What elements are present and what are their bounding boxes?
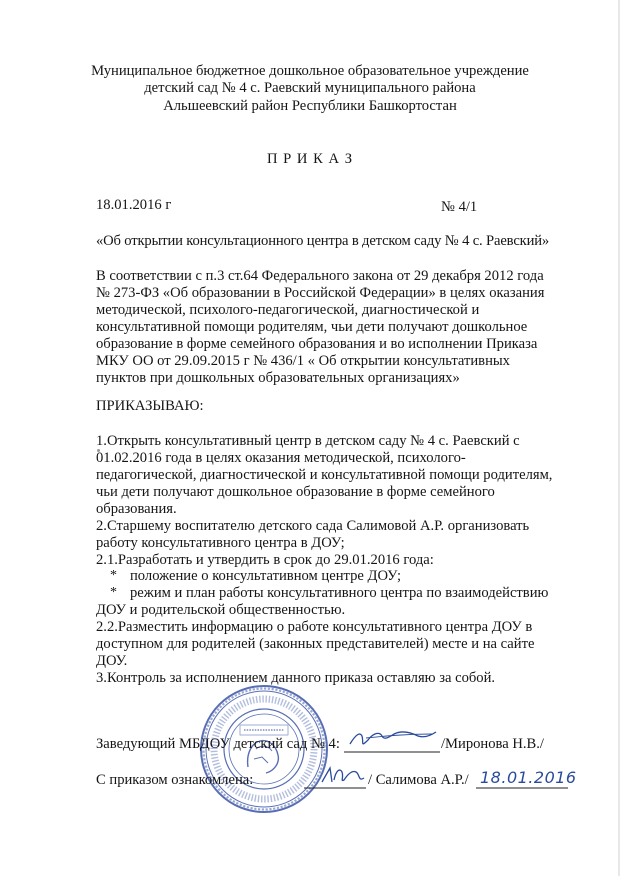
preamble-line: пунктов при дошкольных образовательных организациях»: [96, 370, 460, 386]
preamble-line: МКУ ОО от 29.09.2015 г № 436/1 « Об открытии консультативных: [96, 353, 510, 369]
acknowledgement-label: С приказом ознакомлена:: [96, 772, 254, 788]
bullet-item-2-continuation: ДОУ и родительской общественностью.: [96, 602, 346, 618]
item-1-line: 01.02.2016 года в целях оказания методической, психолого-: [96, 450, 466, 466]
item-2-line: 2.Старшему воспитателю детского сада Салимовой А.Р. организовать: [96, 518, 530, 534]
bullet-marker: *: [110, 568, 117, 583]
ack-handwritten-date: 18.01.2016: [480, 768, 577, 787]
org-name-line-2: детский сад № 4 с. Раевский муниципального района: [144, 80, 476, 96]
preamble-line: В соответствии с п.3 ст.64 Федерального закона от 29 декабря 2012 года: [96, 268, 544, 284]
bullet-marker: *: [110, 585, 117, 600]
ack-handwritten-signature: [318, 760, 370, 788]
org-name-line-3: Альшеевский район Республики Башкортостан: [163, 98, 457, 114]
document-date: 18.01.2016 г: [96, 197, 172, 213]
item-2-2-line: доступном для родителей (законных представителей) месте и на сайте: [96, 636, 535, 652]
document-number: № 4/1: [441, 199, 478, 215]
item-1-line: чьи дети получают дошкольное образование в форме семейного: [96, 484, 495, 500]
org-name-line-1: Муниципальное бюджетное дошкольное образовательное учреждение: [91, 63, 529, 79]
item-2-1: 2.1.Разработать и утвердить в срок до 29.01.2016 года:: [96, 552, 434, 568]
preamble-line: образование в форме семейного образования и во исполнении Приказа: [96, 336, 538, 352]
bullet-item-2: режим и план работы консультативного центра по взаимодействию: [130, 585, 549, 601]
head-name: /Миронова Н.В./: [441, 736, 544, 752]
item-3: 3.Контроль за исполнением данного приказа оставляю за собой.: [96, 670, 496, 686]
document-subject: «Об открытии консультационного центра в детском саду № 4 с. Раевский»: [96, 233, 550, 249]
order-heading: ПРИКАЗЫВАЮ:: [96, 398, 204, 414]
item-1-line: 1.Открыть консультативный центр в детском саду № 4 с. Раевский с: [96, 433, 520, 449]
item-2-line: работу консультативного центра в ДОУ;: [96, 535, 345, 551]
preamble-line: № 273-ФЗ «Об образовании в Российской Федерации» в целях оказания: [96, 285, 545, 301]
head-signature-label: Заведующий МБДОУ детский сад № 4:: [96, 736, 340, 752]
bullet-item-1: положение о консультативном центре ДОУ;: [130, 568, 401, 584]
item-2-2-line: ДОУ.: [96, 653, 128, 669]
preamble-line: консультативной помощи родителям, чьи дети получают дошкольное: [96, 319, 528, 335]
item-2-2-line: 2.2.Разместить информацию о работе консультативного центра ДОУ в: [96, 619, 533, 635]
preamble-line: методической, психолого-педагогической, диагностической и: [96, 302, 480, 318]
ack-name: / Салимова А.Р./: [368, 772, 469, 788]
head-handwritten-signature: [346, 722, 438, 752]
item-1-line: образования.: [96, 501, 177, 517]
document-title: П Р И К А З: [266, 151, 354, 167]
item-1-line: педагогической, диагностической и консультативной помощи родителям,: [96, 467, 553, 483]
